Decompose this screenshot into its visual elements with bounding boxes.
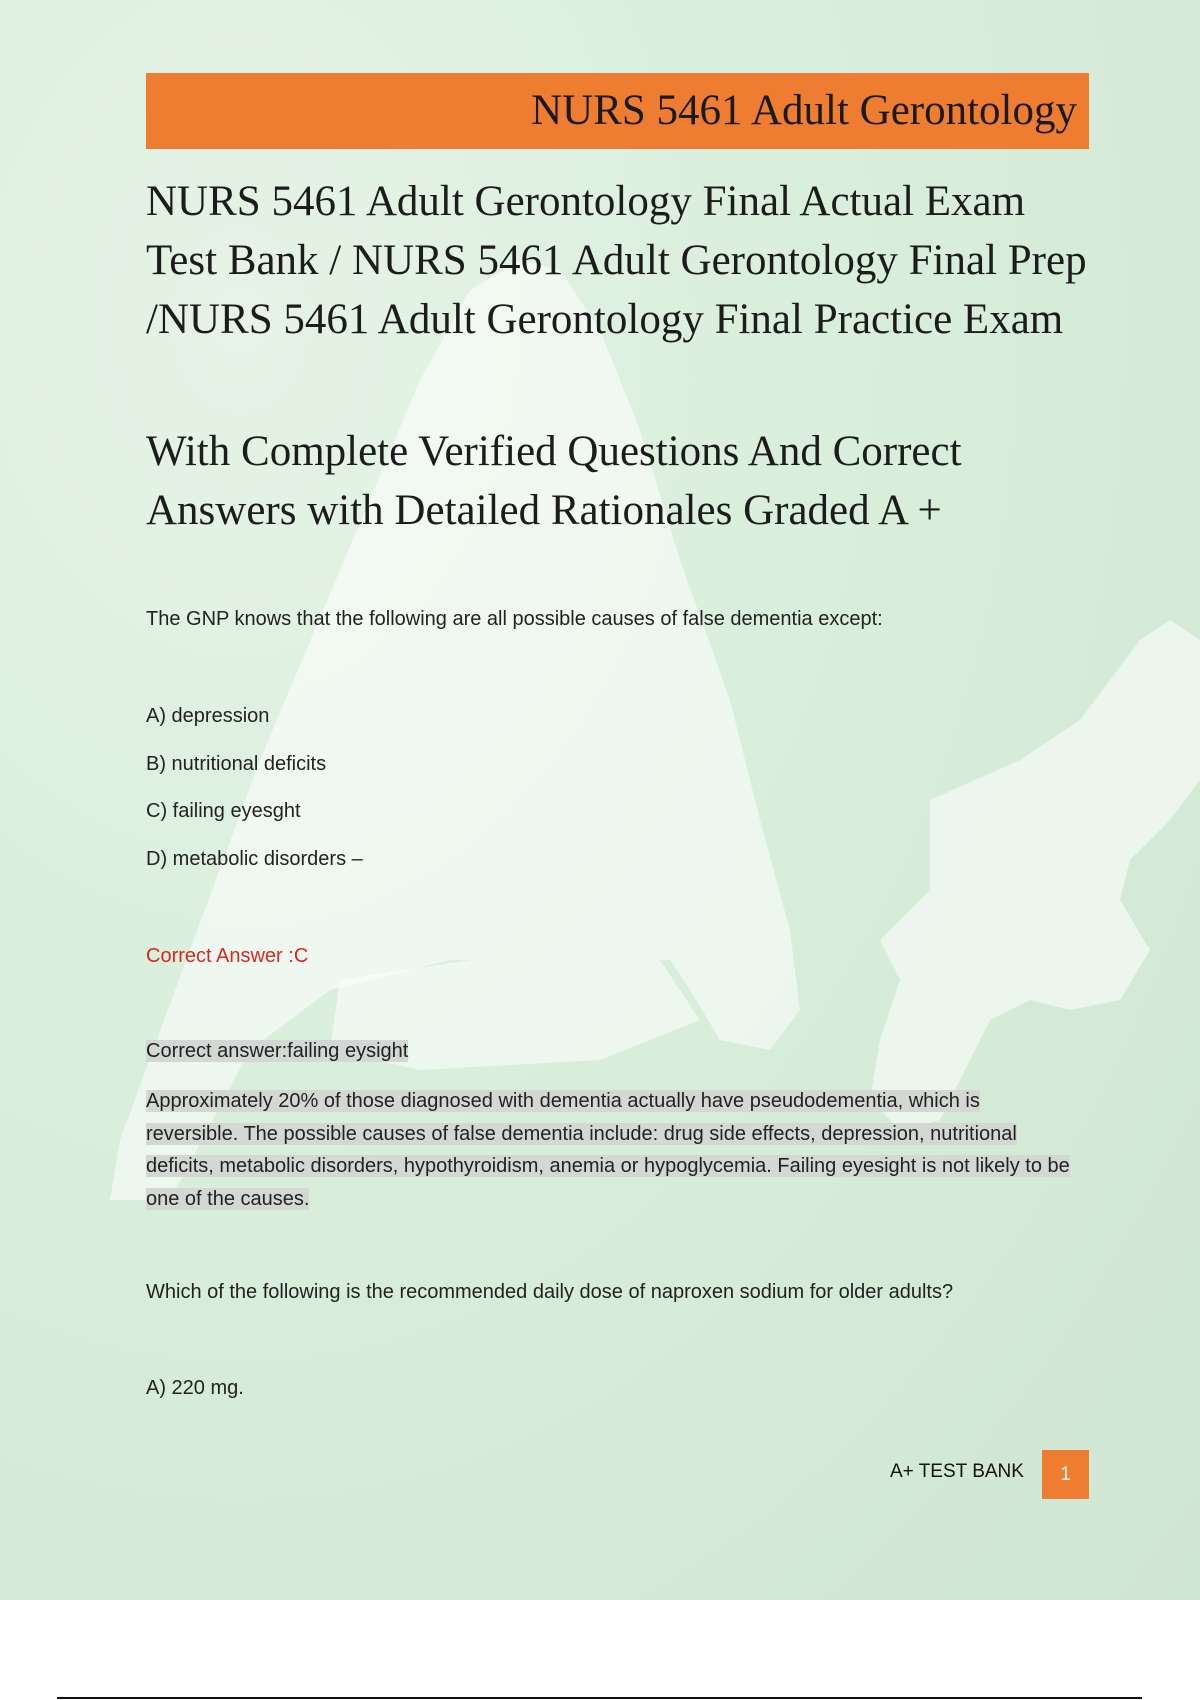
question-1-text: The GNP knows that the following are all possible causes of false dementia except: [146,608,883,630]
document-subtitle: With Complete Verified Questions And Correct Answers with Detailed Rationales Graded A + [146,428,962,534]
question-1-option-c: C) failing eyesght [146,800,301,822]
question-1-answer-detail: Correct answer:failing eysight [146,1040,409,1062]
question-1-option-b: B) nutritional deficits [146,753,327,775]
question-2-text: Which of the following is the recommended daily dose of naproxen sodium for older adults? [146,1281,954,1303]
page-number: 1 [1042,1450,1089,1499]
document-title: NURS 5461 Adult Gerontology Final Actual Exam Test Bank / NURS 5461 Adult Gerontology Final Prep /NURS 5461 Adult Gerontology Final Practice Exam [146,178,1087,343]
question-1-option-d: D) metabolic disorders – [146,848,363,870]
question-1-rationale: Approximately 20% of those diagnosed with dementia actually have pseudodementia, which is reversible. The possible causes of false dementia include: drug side effects, depression, nutritional deficits, metabolic disorders, hypothyroidism, anemia or hypoglycemia. Failing eyesight is not likely to be one of the causes. [146,1090,1070,1210]
page-divider [57,1697,1142,1699]
header-banner: NURS 5461 Adult Gerontology [146,73,1089,149]
question-1-option-a: A) depression [146,705,270,727]
question-2-option-a: A) 220 mg. [146,1377,244,1399]
footer-label: A+ TEST BANK [890,1461,1024,1482]
question-1-correct-answer: Correct Answer :C [146,945,309,967]
